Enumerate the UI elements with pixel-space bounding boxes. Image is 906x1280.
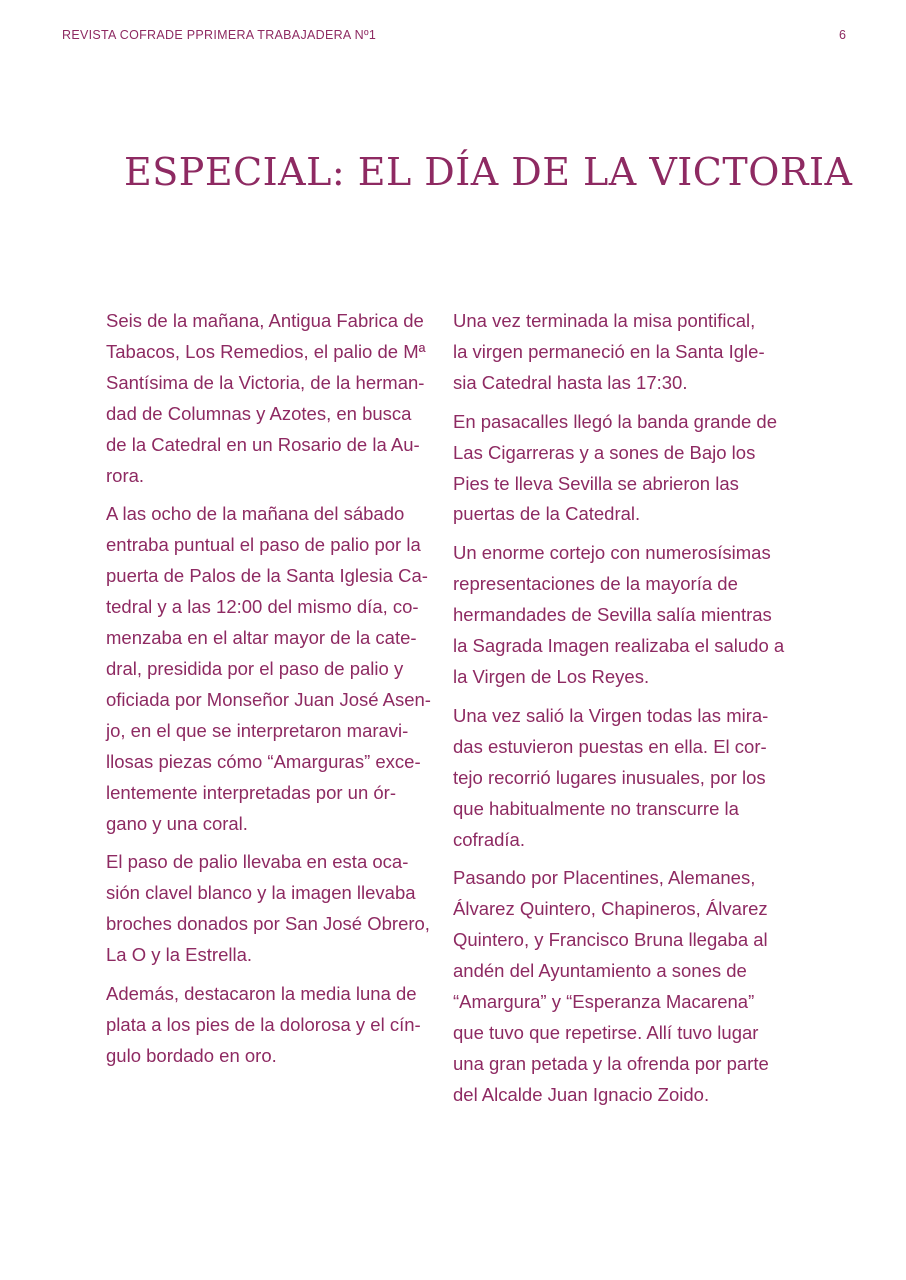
text-line: gano y una coral.: [106, 812, 248, 834]
text-line: sión clavel blanco y la imagen llevaba: [106, 882, 416, 904]
text-line: Álvarez Quintero, Chapineros, Álvarez: [453, 898, 768, 920]
text-line: que habitualmente no transcurre la: [453, 797, 739, 819]
text-line: lentemente interpretadas por un ór-: [106, 781, 397, 803]
text-line: Una vez terminada la misa pontifical,: [453, 310, 756, 331]
text-line: andén del Ayuntamiento a sones de: [453, 960, 747, 982]
text-line: A las ocho de la mañana del sábado: [106, 503, 405, 525]
text-line: Las Cigarreras y a sones de Bajo los: [453, 441, 756, 463]
text-line: llosas piezas cómo “Amarguras” exce-: [106, 750, 421, 772]
text-line: dral, presidida por el paso de palio y: [106, 657, 404, 679]
article-title: ESPECIAL: EL DÍA DE LA VICTORIA: [124, 150, 853, 194]
text-line: una gran petada y la ofrenda por parte: [453, 1052, 769, 1074]
paragraph: [106, 847, 451, 971]
text-line: tedral y a las 12:00 del mismo día, co-: [106, 596, 419, 618]
text-line: jo, en el que se interpretaron maravi-: [106, 719, 409, 741]
paragraph: [453, 538, 801, 693]
page-number: 6: [839, 28, 846, 42]
paragraph: [453, 407, 801, 531]
left-column: [106, 306, 451, 1080]
text-line: oficiada por Monseñor Juan José Asen-: [106, 688, 431, 710]
magazine-header: REVISTA COFRADE PPRIMERA TRABAJADERA Nº1: [62, 28, 377, 42]
text-line: Una vez salió la Virgen todas las mira-: [453, 704, 769, 726]
paragraph: [453, 701, 801, 856]
text-line: Quintero, y Francisco Bruna llegaba al: [453, 929, 768, 951]
paragraph: [453, 863, 801, 1110]
text-line: dad de Columnas y Azotes, en busca: [106, 402, 412, 424]
paragraph: [453, 306, 801, 399]
text-line: gulo bordado en oro.: [106, 1044, 277, 1066]
text-line: menzaba en el altar mayor de la cate-: [106, 627, 417, 649]
paragraph: [106, 979, 451, 1072]
text-line: das estuvieron puestas en ella. El cor-: [453, 735, 767, 757]
text-line: Tabacos, Los Remedios, el palio de Mª: [106, 340, 426, 362]
text-line: rora.: [106, 464, 145, 486]
text-line: Pies te lleva Sevilla se abrieron las: [453, 472, 739, 494]
text-line: sia Catedral hasta las 17:30.: [453, 371, 688, 393]
paragraph: [106, 306, 451, 491]
text-line: El paso de palio llevaba en esta oca-: [106, 851, 409, 873]
text-line: la Virgen de Los Reyes.: [453, 665, 650, 687]
text-line: entraba puntual el paso de palio por la: [106, 534, 421, 556]
text-line: Además, destacaron la media luna de: [106, 983, 417, 1005]
text-line: broches donados por San José Obrero,: [106, 913, 430, 935]
text-line: tejo recorrió lugares inusuales, por los: [453, 766, 766, 788]
text-line: puerta de Palos de la Santa Iglesia Ca-: [106, 565, 428, 587]
text-line: de la Catedral en un Rosario de la Au-: [106, 433, 420, 455]
right-column: [453, 306, 801, 1119]
text-line: Santísima de la Victoria, de la herman-: [106, 371, 425, 393]
text-line: cofradía.: [453, 828, 525, 850]
paragraph: [106, 499, 451, 839]
text-line: La O y la Estrella.: [106, 944, 253, 966]
text-line: En pasacalles llegó la banda grande de: [453, 410, 777, 432]
text-line: plata a los pies de la dolorosa y el cín-: [106, 1013, 421, 1035]
text-line: Pasando por Placentines, Alemanes,: [453, 867, 756, 889]
text-line: “Amargura” y “Esperanza Macarena”: [453, 991, 755, 1013]
text-line: que tuvo que repetirse. Allí tuvo lugar: [453, 1021, 759, 1043]
text-line: hermandades de Sevilla salía mientras: [453, 604, 772, 626]
text-line: Seis de la mañana, Antigua Fabrica de: [106, 310, 424, 331]
text-line: representaciones de la mayoría de: [453, 573, 738, 595]
text-line: la Sagrada Imagen realizaba el saludo a: [453, 635, 785, 657]
text-line: la virgen permaneció en la Santa Igle-: [453, 340, 765, 362]
text-line: Un enorme cortejo con numerosísimas: [453, 542, 771, 564]
text-line: del Alcalde Juan Ignacio Zoido.: [453, 1083, 710, 1105]
text-line: puertas de la Catedral.: [453, 503, 641, 525]
